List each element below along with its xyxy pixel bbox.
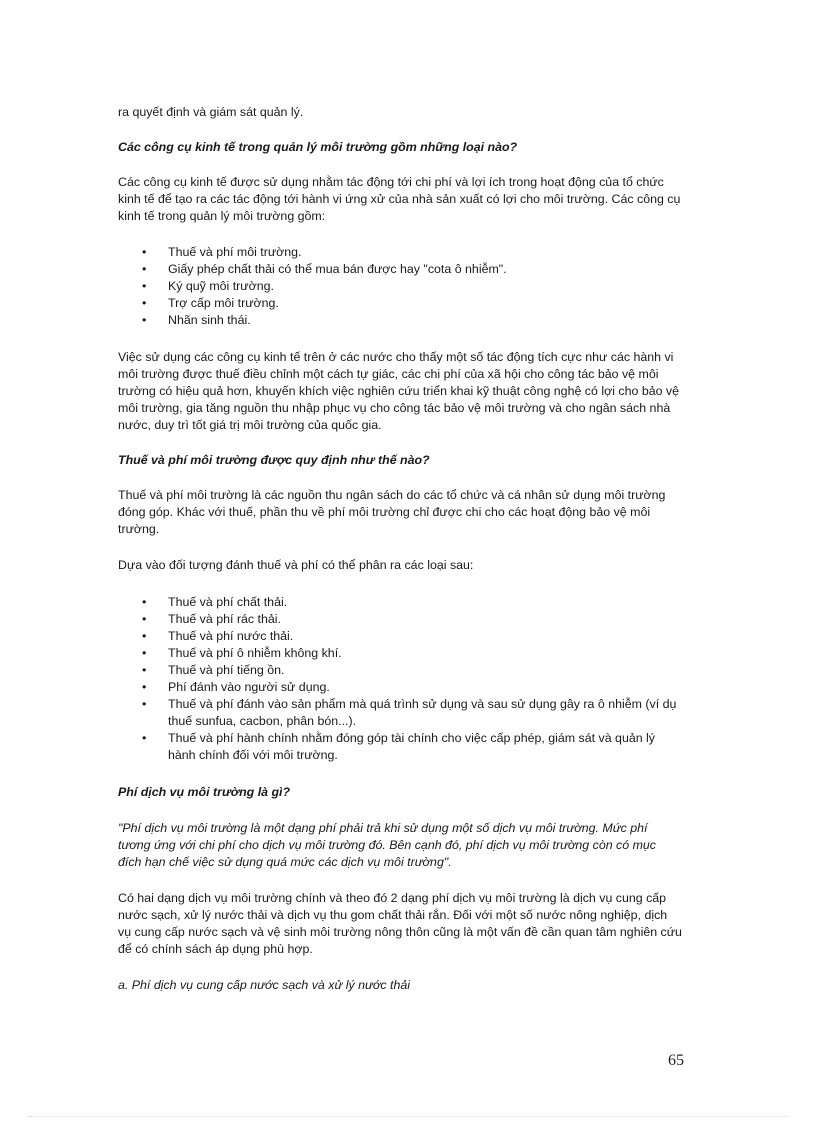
list-item: • Thuế và phí hành chính nhằm đóng góp tài chính cho việc cấp phép, giám sát và quản lý hành chính đối với môi trường. (142, 731, 656, 762)
paragraph-economic-tools: Các công cụ kinh tế được sử dụng nhằm tác động tới chi phí và lợi ích trong hoạt động của tổ chức kinh tế để tạo ra các tác động tới hành vi ứng xử của nhà sản xuất có lợi cho môi trường. Các công cụ kinh tế trong quản lý môi trường gồm: (118, 175, 681, 223)
list-tax-categories (118, 594, 682, 764)
list-item: • Trợ cấp môi trường. (142, 296, 279, 310)
bullet-icon: • (142, 697, 147, 711)
page-bottom-divider (28, 1116, 788, 1117)
paragraph-service-types: Có hai dạng dịch vụ môi trường chính và theo đó 2 dạng phí dịch vụ môi trường là dịch vụ cung cấp nước sạch, xử lý nước thải và dịch vụ thu gom chất thải rắn. Đối với một số nước nông nghiệp, dịch vụ cung cấp nước sạch và vệ sinh môi trường nông thôn cũng là một vấn đề cần quan tâm nghiên cứu để có chính sách áp dụng phù hợp. (118, 891, 682, 956)
heading-service-fees: Phí dịch vụ môi trường là gì? (118, 785, 291, 799)
bullet-icon: • (142, 731, 147, 745)
bullet-icon: • (142, 680, 147, 694)
page-content (118, 104, 682, 994)
bullet-icon: • (142, 245, 147, 259)
bullet-icon: • (142, 262, 147, 276)
list-item: • Thuế và phí tiếng ồn. (142, 663, 285, 677)
bullet-icon: • (142, 663, 147, 677)
list-item: • Thuế và phí chất thải. (142, 595, 288, 609)
heading-taxes-fees: Thuế và phí môi trường được quy định như thế nào? (118, 453, 430, 467)
list-item: • Thuế và phí ô nhiễm không khí. (142, 646, 342, 660)
bullet-icon: • (142, 595, 147, 609)
list-item: • Phí đánh vào người sử dụng. (142, 680, 330, 694)
list-item: • Thuế và phí đánh vào sản phẩm mà quá trình sử dụng và sau sử dụng gây ra ô nhiễm (ví dụ thuế sunfua, cacbon, phân bón...). (142, 697, 677, 728)
list-item: • Nhãn sinh thái. (142, 313, 251, 327)
quote-service-fee-definition: "Phí dịch vụ môi trường là một dạng phí phải trả khi sử dụng một số dịch vụ môi trường. Mức phí tương ứng với chi phí cho dịch vụ môi trường đó. Bên cạnh đó, phí dịch vụ môi trường còn có mục đích hạn chế việc sử dụng quá mức các dịch vụ môi trường". (118, 821, 656, 869)
list-item: • Giấy phép chất thải có thể mua bán được hay "cota ô nhiễm". (142, 262, 507, 276)
paragraph-tax-categories-intro: Dựa vào đối tượng đánh thuế và phí có thể phân ra các loại sau: (118, 558, 474, 572)
paragraph-intro-tail: ra quyết định và giám sát quản lý. (118, 105, 304, 119)
bullet-icon: • (142, 612, 147, 626)
paragraph-effects: Việc sử dụng các công cụ kinh tế trên ở các nước cho thấy một số tác động tích cực như các hành vi môi trường được thuế điều chỉnh một cách tự giác, các chi phí của xã hội cho công tác bảo vệ môi trường có hiệu quả hơn, khuyến khích việc nghiên cứu triển khai kỹ thuật công nghệ có lợi cho bảo vệ môi trường, gia tăng nguồn thu nhập phục vụ cho công tác bảo vệ môi trường và cho ngân sách nhà nước, duy trì tốt giá trị môi trường của quốc gia. (118, 350, 680, 432)
list-item: • Thuế và phí rác thải. (142, 612, 281, 626)
page-number: 65 (668, 1052, 684, 1069)
bullet-icon: • (142, 279, 147, 293)
bullet-icon: • (142, 629, 147, 643)
bullet-icon: • (142, 313, 147, 327)
bullet-icon: • (142, 296, 147, 310)
paragraph-taxes-fees: Thuế và phí môi trường là các nguồn thu ngân sách do các tổ chức và cá nhân sử dụng môi trường đóng góp. Khác với thuế, phần thu về phí môi trường chỉ được chi cho các hoạt động bảo vệ môi trường. (118, 488, 666, 536)
subheading-water-fees: a. Phí dịch vụ cung cấp nước sạch và xử lý nước thải (118, 978, 410, 992)
list-item: • Thuế và phí môi trường. (142, 245, 302, 259)
list-economic-tools (118, 244, 682, 329)
list-item: • Thuế và phí nước thải. (142, 629, 294, 643)
heading-economic-tools: Các công cụ kinh tế trong quản lý môi trường gồm những loại nào? (118, 140, 518, 154)
bullet-icon: • (142, 646, 147, 660)
list-item: • Ký quỹ môi trường. (142, 279, 274, 293)
